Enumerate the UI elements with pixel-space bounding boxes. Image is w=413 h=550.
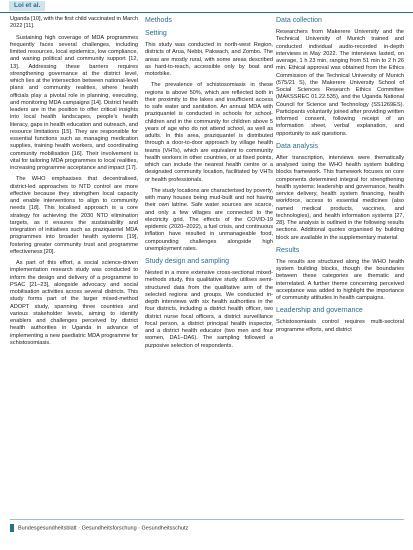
study-design-paragraph: Nested in a more extensive cross-sectional mixed-methods study, this qualitative study utilises semi-structured data from the qualitative arm of the selected regions and groups. We conducted in-depth interviews with six health authorities in the four districts, including a district health officer, two district nurse focal officers, a district surveillance focal person, a district principal health inspector, and a district health educator (two men and four women, DA1–DA6). The sampling followed a purposive selection of respondents. xyxy=(145,270,273,349)
setting-paragraph: This study was conducted in north-west Region, districts of Arua, Nebbi, Pakwach, and Zombo. The areas are mostly rural, with some areas described as hard-to-reach, accessible only by boat and motorbike. xyxy=(145,42,273,77)
right-column xyxy=(276,16,404,338)
page-marker xyxy=(10,524,14,532)
footer-divider xyxy=(10,519,404,520)
results-paragraph: The results are structured along the WHO health system building blocks, though the boundaries between these categories are thematic and interrelated. A further theme concerning perceived acceptance was added to highlight the importance of community attitudes in health campaigns. xyxy=(276,258,404,301)
left-paragraph: Uganda [10], with the first child vaccinated in March 2022 [11]. xyxy=(10,16,138,30)
section-heading-data-collection: Data collection xyxy=(276,17,322,24)
section-heading-leadership: Leadership and governance xyxy=(276,307,363,315)
left-paragraph: Sustaining high coverage of MDA programmes frequently faces several challenges, including limited resources, local epidemics, low compliance, and waning political and community support [12, 13]. Addressing these barriers requires strengthening governance at the district level, which lies at the intersection between national-level plans and community realities, where health officials play a pivotal role in planning, executing, and monitoring MDA campaigns [14]. District health leaders are in the position to offer critical insights into local health landscapes, people’s health literacy, gaps in health education and outreach, and resource limitations [15]. They are responsible for essential functions such as managing medication supplies, training health workers, and coordinating community mobilisation [16]. Their involvement is vital for tailoring MDA programmes to local realities, increasing programme acceptance and impact [17]. xyxy=(10,34,138,171)
left-paragraph: As part of this effort, a social science-driven implementation research study was conducted to inform the design and delivery of a programme to PSAC [21–23], alongside advocacy and social mobilisation activities across several districts. This study forms part of the larger mixed-method ADOPT study, spanning three countries and various stakeholder levels, aiming to identify enablers and challenges perceived by district health authorities in Uganda in advance of implementing a new paediatric MDA programme for schistosomiasis. xyxy=(10,260,138,346)
middle-column xyxy=(145,16,273,354)
section-heading-methods: Methods xyxy=(145,17,172,24)
section-heading-results: Results xyxy=(276,246,300,254)
setting-paragraph: The study locations are characterised by poverty, with many houses being mud-built and not having their own latrine. Safe water sources are scarce, and only a few villages are connected to the electricity grid. The effects of the COVID-19 epidemic (2020–2022), a fuel crisis, and continuous inflation have resulted in unmanageable food, compounding challenges alongside high unemployment rates. xyxy=(145,187,273,252)
data-analysis-paragraph: After transcription, interviews were thematically analysed using the WHO health system building blocks framework. This framework focuses on core components determined integral for strengthening health systems: leadership and governance, health service delivery, health system financing, health workforce, access to essential medicines (also named medical products, vaccines, and technologies), and health information systems [27, 28]. The analysis is outlined in the following results sections. Additional quotes organised by building block are available in the supplementary material. xyxy=(276,154,404,241)
journal-name: Bundesgesundheitsblatt · Gesundheitsforschung · Gesundheitsschutz xyxy=(18,525,189,532)
left-paragraph: The WHO emphasises that decentralised, district-led approaches to NTD control are more effective because they strengthen local capacity and enable interventions to align to community needs [18]. This localised approach is a core strategy for achieving the 2030 NTD elimination targets, as it ensures the sustainability and integration of initiatives such as praziquantel MDA programmes into broader health systems [19], fostering greater community trust and programme effectiveness [20]. xyxy=(10,176,138,255)
section-heading-setting: Setting xyxy=(145,30,167,37)
header-bar xyxy=(0,0,413,13)
page-footer xyxy=(10,524,188,534)
left-column xyxy=(10,16,138,351)
running-header-label: Loi et al. xyxy=(9,1,45,11)
section-heading-study-design: Study design and sampling xyxy=(145,258,230,265)
leadership-paragraph: Schistosomiasis control requires multi-sectoral programme efforts, and district xyxy=(276,319,404,333)
data-collection-paragraph: Researchers from Makerere University and the Technical University of Munich trained and conducted individual audio-recorded in-depth interviews in May 2022. The interviews lasted, on average, 1 h 23 min, ranging from 51 min to 2 h 26 min. Ethical approval was obtained from the Ethics Commission of the Technical University of Munich (575/21 S), the Makerere University School of Social Sciences Research Ethics Committee (MAKSSREC 01.22.535), and the Uganda National Council for Science and Technology (SS1269ES). Participants voluntarily joined after providing written informed consent, following receipt of an information sheet, verbal explanation, and opportunity to ask questions. xyxy=(276,29,404,137)
section-heading-data-analysis: Data analysis xyxy=(276,142,319,150)
setting-paragraph: The prevalence of schistosomiasis in these regions is above 50%, which are reflected both in their proximity to the lakes and insufficient access to safe water and sanitation. An annual MDA with praziquantel is conducted in schools for school-children and in the community for children above 5 years of age who do not attend school, as well as adults. In this area, praziquantel is distributed through a door-to-door approach by village health teams (VHTs), which are equivalent to community health workers in other countries, or at fixed points, which can include the nearest health centre or a designated community location, facilitated by VHTs or health professionals. xyxy=(145,82,273,183)
